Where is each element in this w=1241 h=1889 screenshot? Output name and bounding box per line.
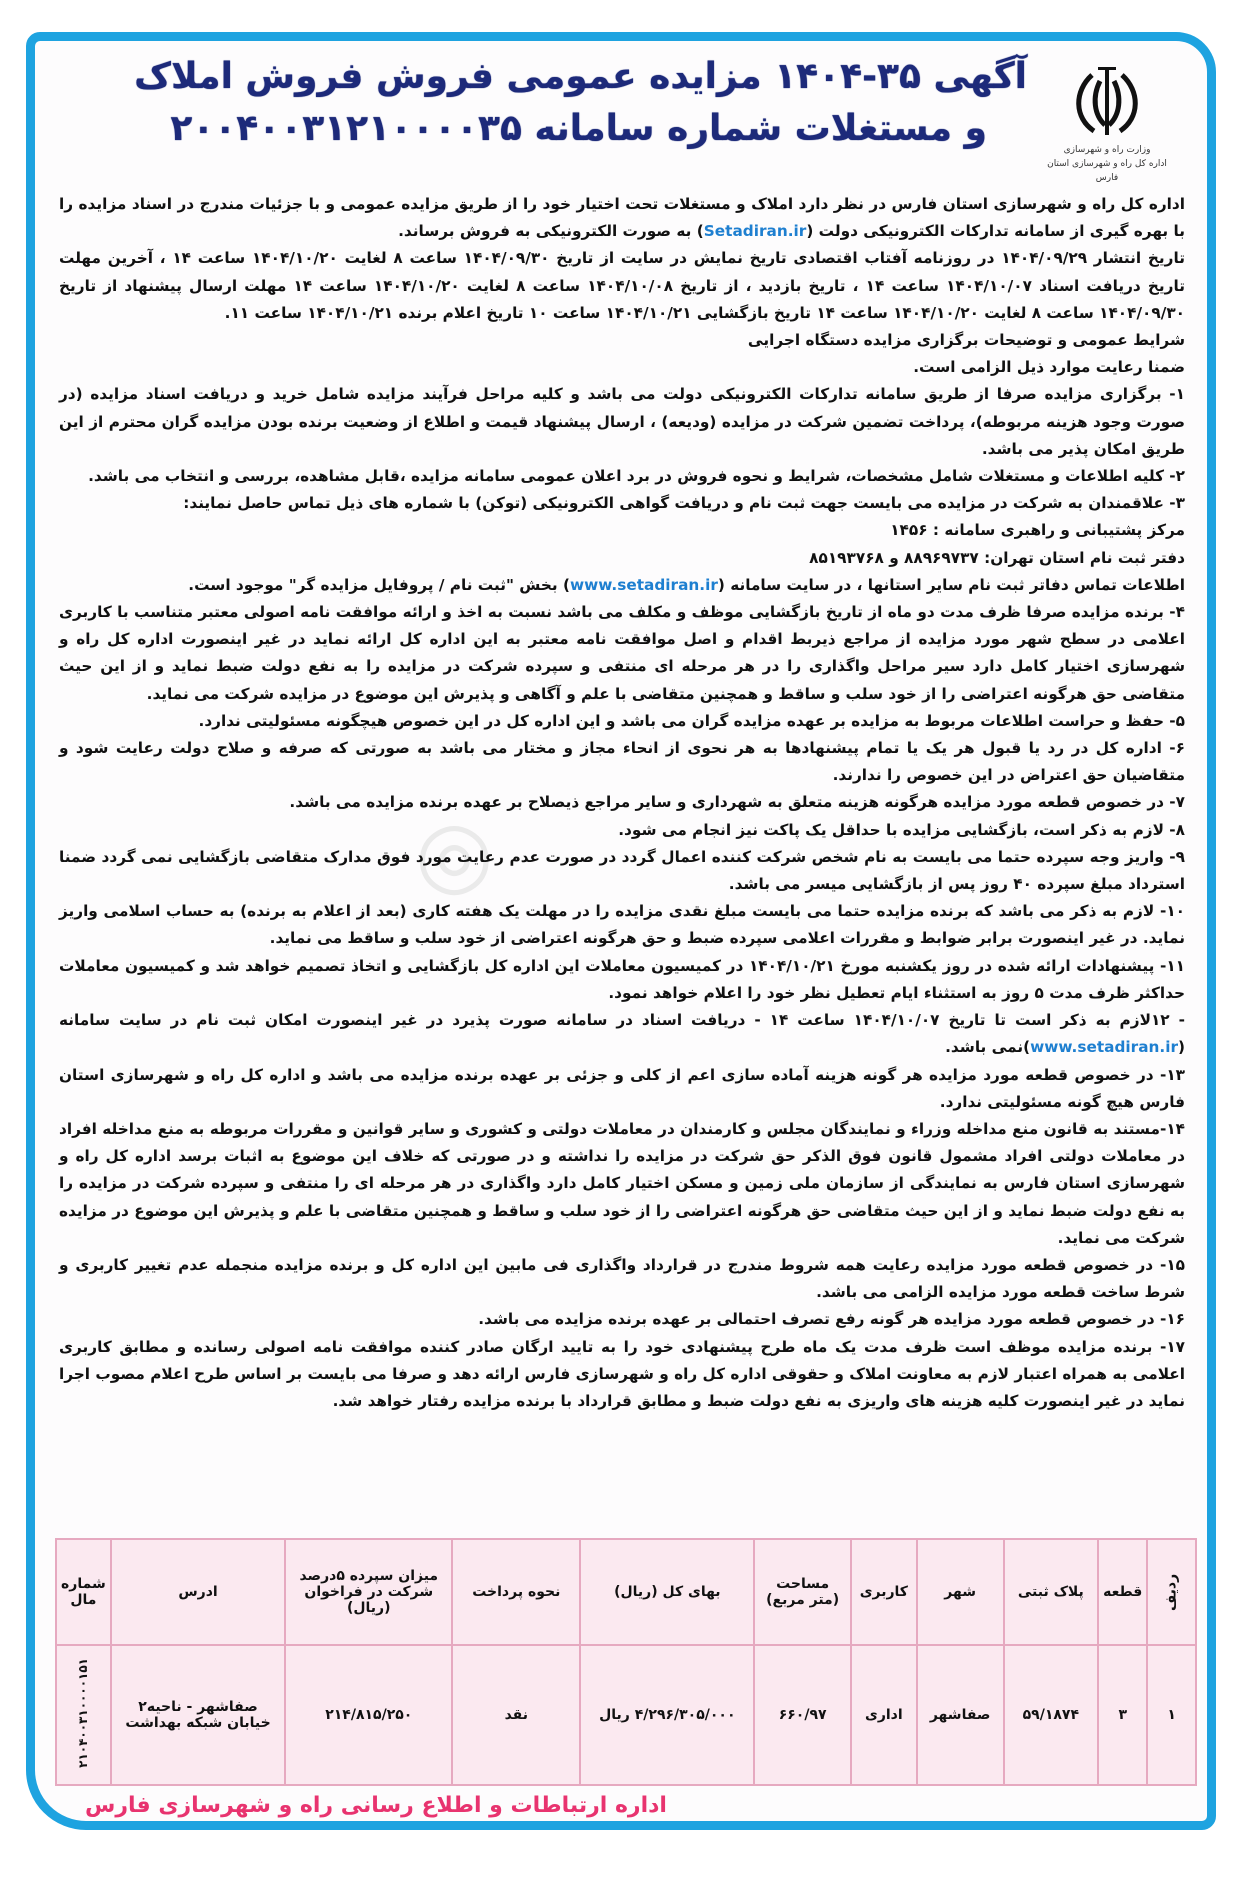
title-line-2: و مستغلات شماره سامانه ۲۰۰۴۰۰۳۱۲۱۰۰۰۰۳۵ bbox=[170, 108, 987, 149]
item-1: ۱- برگزاری مزایده صرفا از طریق سامانه تدارکات الکترونیکی دولت می باشد و کلیه مراحل فرآیند مزایده شامل خرید و دریافت اسناد مزایده (در صورت وجود هزینه مربوطه)، پرداخت تضمین شرکت در مزایده (ودیعه) ، ارسال پیشنهاد قیمت و اطلاع از وضعیت برنده بودن مزایده گران محترم از این طریق امکان پذیر می باشد. bbox=[59, 385, 1185, 458]
offices bbox=[59, 572, 1185, 599]
item-16: ۱۶- در خصوص قطعه مورد مزایده هر گونه رفع تصرف احتمالی بر عهده برنده مزایده می باشد. bbox=[478, 1310, 1185, 1329]
watermark: ◎ bbox=[415, 801, 494, 906]
page-title bbox=[55, 51, 1027, 155]
item-3: ۳- علاقمندان به شرکت در مزایده می بایست جهت ثبت نام و دریافت گواهی الکترونیکی (توکن) با شماره های ذیل تماس حاصل نمایند: bbox=[183, 494, 1185, 513]
intro-text-end: ) به صورت الکترونیکی به فروش برساند. bbox=[398, 222, 704, 241]
col-payment-method: نحوه پرداخت bbox=[452, 1539, 580, 1645]
cell-parcel: ۳ bbox=[1098, 1645, 1147, 1785]
col-city: شهر bbox=[917, 1539, 1004, 1645]
offices-text-end: ) بخش "ثبت نام / پروفایل مزایده گر" موجود است. bbox=[188, 575, 570, 594]
item-17: ۱۷- برنده مزایده موظف است ظرف مدت یک ماه طرح پیشنهادی خود را به تایید ارگان صادر کننده موافقت نامه اصولی رسانده و مطابق کاربری اعلامی به همراه اعتبار لازم به معاونت املاک و حقوقی اداره کل راه و شهرسازی فارس ارائه دهد و صرفا می بایست بر اساس طرح اعلام مصوب اجرا نماید در غیر اینصورت کلیه هزینه های واریزی به نفع دولت ضبط و مطابق قرارداد با برنده مزایده رفتار خواهد شد. bbox=[59, 1337, 1185, 1410]
col-property-number: شماره مال bbox=[56, 1539, 111, 1645]
notice-body bbox=[59, 191, 1185, 1415]
conditions-sub: ضمنا رعایت موارد ذیل الزامی است. bbox=[913, 358, 1185, 377]
item-13: ۱۳- در خصوص قطعه مورد مزایده هر گونه هزینه آماده سازی اعم از کلی و جزئی بر عهده برنده مزایده می باشد و اداره کل راه و شهرسازی استان فارس هیچ گونه مسئولیتی ندارد. bbox=[59, 1065, 1185, 1111]
cell-payment-method: نقد bbox=[452, 1645, 580, 1785]
cell-city: صفاشهر bbox=[917, 1645, 1004, 1785]
cell-deposit: ۲۱۴/۸۱۵/۲۵۰ bbox=[285, 1645, 452, 1785]
item-7: ۷- در خصوص قطعه مورد مزایده هرگونه هزینه متعلق به شهرداری و سایر مراجع ذیصلاح بر عهده برنده مزایده می باشد. bbox=[289, 793, 1185, 812]
dates: تاریخ انتشار ۱۴۰۴/۰۹/۲۹ در روزنامه آفتاب اقتصادی تاریخ نمایش در سایت از تاریخ ۱۴۰۴/۰۹/۳۰ ساعت ۸ لغایت ۱۴۰۴/۱۰/۲۰ ساعت ۱۴ ، آخرین مهلت تاریخ دریافت اسناد ۱۴۰۴/۱۰/۰۷ ساعت ۱۴ ، تاریخ بازدید ، از تاریخ ۱۴۰۴/۱۰/۰۸ ساعت ۸ لغایت ۱۴۰۴/۱۰/۲۰ ساعت ۱۴ مهلت ارسال پیشنهاد از تاریخ ۱۴۰۴/۰۹/۳۰ ساعت ۸ لغایت ۱۴۰۴/۱۰/۲۰ ساعت ۱۴ تاریخ بازگشایی ۱۴۰۴/۱۰/۲۱ ساعت ۱۰ تاریخ اعلام برنده ۱۴۰۴/۱۰/۲۱ ساعت ۱۱. bbox=[59, 249, 1185, 322]
item-8: ۸- لازم به ذکر است، بازگشایی مزایده با حداقل یک پاکت نیز انجام می شود. bbox=[618, 820, 1185, 839]
item-14: ۱۴-مستند به قانون منع مداخله وزراء و نمایندگان مجلس و کارمندان در معاملات دولتی و کشوری و سایر قوانین و مقررات مربوطه به منع مداخله افراد در معاملات دولتی افراد مشمول قانون فوق الذکر حق شرکت در مزایده را نداشته و در صورتی که خلاف این موضوع به اثبات برسد اداره کل راه و شهرسازی استان فارس به نمایندگی از سازمان ملی زمین و مسکن اختیار کامل دارد واگذاری در هر مرحله ای را منتفی و سپرده شرکت در مزایده را به نفع دولت ضبط نماید و از این حیث متقاضی حق هرگونه اعتراضی را از خود سلب و ساقط و همچنین متقاضی با علم و پذیرش این موضوع در مزایده شرکت می نماید. bbox=[59, 1119, 1185, 1247]
setadiran-link-2[interactable]: www.setadiran.ir bbox=[569, 575, 718, 594]
item-15: ۱۵- در خصوص قطعه مورد مزایده رعایت همه شروط مندرج در قرارداد واگذاری فی مابین این اداره کل و برنده مزایده منجمله عدم تغییر کاربری و شرط ساخت قطعه مورد مزایده الزامی می باشد. bbox=[59, 1255, 1185, 1302]
ministry-name: وزارت راه و شهرسازی bbox=[1063, 145, 1151, 155]
setadiran-link[interactable]: Setadiran.ir bbox=[703, 222, 807, 241]
table-header-row bbox=[56, 1539, 1196, 1645]
item-9: ۹- واریز وجه سپرده حتما می بایست به نام شخص شرکت کننده اعمال گردد در صورت عدم رعایت مورد فوق مدارک متقاضی بازگشایی نمی گردد ضمنا استرداد مبلغ سپرده ۴۰ روز پس از بازگشایی میسر می باشد. bbox=[59, 847, 1185, 894]
iran-emblem-icon bbox=[1072, 63, 1142, 143]
cell-usage: اداری bbox=[851, 1645, 917, 1785]
office-name: اداره کل راه و شهرسازی استان فارس bbox=[1047, 159, 1167, 183]
col-usage: کاربری bbox=[851, 1539, 917, 1645]
item-10: ۱۰- لازم به ذکر می باشد که برنده مزایده حتما می بایست مبلغ نقدی مزایده را در مهلت یک هفته کاری (بعد از اعلام به برنده) به حساب اسلامی واریز نماید. در غیر اینصورت برابر ضوابط و مقررات اعلامی سپرده ضبط و حق هرگونه اعتراضی از خود سلب و ساقط می نماید. bbox=[59, 902, 1185, 948]
item-11: ۱۱- پیشنهادات ارائه شده در روز یکشنبه مورخ ۱۴۰۴/۱۰/۲۱ در کمیسیون معاملات این اداره کل بازگشایی و اتخاذ تصمیم خواهد شد و کمیسیون معاملات حداکثر ظرف مدت ۵ روز به استثناء ایام تعطیل نظر خود را اعلام خواهد نمود. bbox=[59, 956, 1185, 1002]
item-4: ۴- برنده مزایده صرفا ظرف مدت دو ماه از تاریخ بازگشایی موظف و مکلف می باشد نسبت به اخذ و ارائه موافقت نامه اصولی معتبر متناسب با کاربری اعلامی در سطح شهر مورد مزایده از مراجع ذیربط اقدام و اصل موافقت نامه معتبر به این اداره کل ارائه نماید در غیر اینصورت اداره کل راه و شهرسازی اختیار کامل دارد سیر مراحل واگذاری را در هر مرحله ای منتفی و سپرده شرکت در مزایده را به نفع دولت ضبط نماید و از این حیث متقاضی حق هرگونه اعتراضی را از خود سلب و ساقط و همچنین متقاضی با علم و آگاهی و پذیرش این موضوع در مزایده شرکت می نماید. bbox=[59, 603, 1185, 703]
col-total-price: بهای کل (ریال) bbox=[580, 1539, 754, 1645]
ministry-logo bbox=[1047, 63, 1167, 185]
item-2: ۲- کلیه اطلاعات و مستغلات شامل مشخصات، شرایط و نحوه فروش در برد اعلان عمومی سامانه مزایده ،قابل مشاهده، بررسی و انتخاب می باشد. bbox=[88, 467, 1185, 486]
intro-text: اداره کل راه و شهرسازی استان فارس در نظر دارد املاک و مستغلات تحت اختیار خود را از طریق مزایده عمومی و با جزئیات مندرج در اسناد مزایده را با بهره گیری از سامانه تدارکات الکترونیکی دولت ( bbox=[59, 195, 1185, 241]
col-registration-plate: پلاک ثبتی bbox=[1004, 1539, 1099, 1645]
item-12 bbox=[59, 1007, 1185, 1061]
col-row-number: ردیف bbox=[1147, 1539, 1196, 1645]
item-12-text-end: )نمی باشد. bbox=[945, 1038, 1031, 1057]
footer-office: اداره ارتباطات و اطلاع رسانی راه و شهرسازی فارس bbox=[85, 1793, 667, 1818]
property-number-text: ۲۱۰۴۰۰۳۱۰۰۰۰۱۵۱ bbox=[76, 1658, 91, 1768]
cell-row-number: ۱ bbox=[1147, 1645, 1196, 1785]
col-area: مساحت (متر مربع) bbox=[754, 1539, 851, 1645]
cell-registration-plate: ۵۹/۱۸۷۴ bbox=[1004, 1645, 1099, 1785]
cell-address: صفاشهر - ناحیه۲ خیابان شبکه بهداشت bbox=[111, 1645, 286, 1785]
cell-property-number bbox=[56, 1645, 111, 1785]
advertisement-frame bbox=[26, 32, 1216, 1830]
conditions-title: شرایط عمومی و توضیحات برگزاری مزایده دستگاه اجرایی bbox=[747, 331, 1185, 350]
item-12-text: - ۱۲لازم به ذکر است تا تاریخ ۱۴۰۴/۱۰/۰۷ ساعت ۱۴ - دریافت اسناد در سامانه صورت پذیرد در غیر اینصورت امکان ثبت نام در سایت سامانه ( bbox=[59, 1011, 1185, 1057]
cell-total-price: ۴/۲۹۶/۳۰۵/۰۰۰ ریال bbox=[580, 1645, 754, 1785]
title-line-1: آگهی ۳۵-۱۴۰۴ مزایده عمومی فروش فروش املاک bbox=[134, 56, 1027, 97]
cell-area: ۶۶۰/۹۷ bbox=[754, 1645, 851, 1785]
item-6: ۶- اداره کل در رد یا قبول هر یک یا تمام پیشنهادها به هر نحوی از انحاء مجاز و مختار می باشد به صورتی که صرفه و صلاح دولت رعایت شود و متقاضیان حق اعتراض در این خصوص را ندارند. bbox=[59, 739, 1185, 785]
col-address: ادرس bbox=[111, 1539, 286, 1645]
auction-table bbox=[55, 1538, 1197, 1786]
intro bbox=[59, 191, 1185, 245]
offices-text: اطلاعات تماس دفاتر ثبت نام سایر استانها ، در سایت سامانه ( bbox=[717, 575, 1185, 594]
item-5: ۵- حفظ و حراست اطلاعات مربوط به مزایده بر عهده مزایده گران می باشد و این اداره کل در این خصوص هیچگونه مسئولیتی ندارد. bbox=[198, 711, 1185, 730]
tehran-phone: دفتر ثبت نام استان تهران: ۸۸۹۶۹۷۳۷ و ۸۵۱۹۳۷۶۸ bbox=[809, 548, 1185, 567]
table-row bbox=[56, 1645, 1196, 1785]
support-phone: مرکز پشتیبانی و راهبری سامانه : ۱۴۵۶ bbox=[890, 521, 1185, 540]
col-deposit: میزان سپرده ۵درصد شرکت در فراخوان (ریال) bbox=[285, 1539, 452, 1645]
setadiran-link-3[interactable]: www.setadiran.ir bbox=[1030, 1038, 1178, 1057]
col-parcel: قطعه bbox=[1098, 1539, 1147, 1645]
